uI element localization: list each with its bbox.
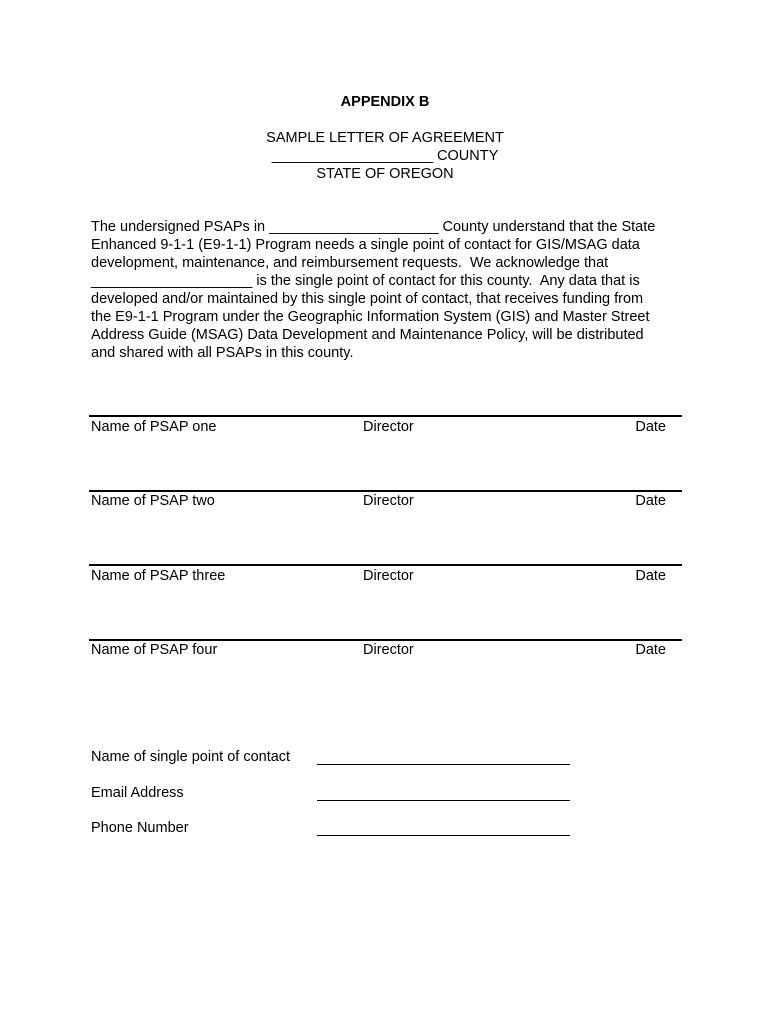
county-blank-line: ____________________ COUNTY bbox=[271, 148, 499, 164]
letter-title: SAMPLE LETTER OF AGREEMENT bbox=[266, 130, 504, 146]
psap-name-label: Name of PSAP four bbox=[91, 642, 218, 658]
date-label: Date bbox=[635, 642, 666, 658]
director-label: Director bbox=[363, 568, 414, 584]
date-label: Date bbox=[635, 568, 666, 584]
paragraph-line: and shared with all PSAPs in this county. bbox=[91, 345, 354, 361]
director-label: Director bbox=[363, 642, 414, 658]
appendix-heading: APPENDIX B bbox=[340, 94, 430, 110]
director-label: Director bbox=[363, 493, 414, 509]
paragraph-line: developed and/or maintained by this single point of contact, that receives funding from bbox=[91, 291, 644, 307]
email-address-label: Email Address bbox=[91, 785, 184, 801]
paragraph-line: ____________________ is the single point of contact for this county. Any data that is bbox=[91, 273, 640, 289]
state-line: STATE OF OREGON bbox=[316, 166, 454, 182]
psap-name-label: Name of PSAP three bbox=[91, 568, 226, 584]
email-address-field[interactable] bbox=[317, 800, 570, 801]
paragraph-line: the E9-1-1 Program under the Geographic Information System (GIS) and Master Street bbox=[91, 309, 650, 325]
signature-line[interactable] bbox=[89, 415, 682, 417]
date-label: Date bbox=[635, 493, 666, 509]
paragraph-line: development, maintenance, and reimbursement requests. We acknowledge that bbox=[91, 255, 609, 271]
psap-name-label: Name of PSAP one bbox=[91, 419, 217, 435]
point-of-contact-field[interactable] bbox=[317, 764, 570, 765]
director-label: Director bbox=[363, 419, 414, 435]
paragraph-line: Enhanced 9-1-1 (E9-1-1) Program needs a single point of contact for GIS/MSAG data bbox=[91, 237, 640, 253]
signature-line[interactable] bbox=[89, 564, 682, 566]
paragraph-line: The undersigned PSAPs in _____________________ County understand that the State bbox=[91, 219, 656, 235]
phone-number-label: Phone Number bbox=[91, 820, 189, 836]
paragraph-line: Address Guide (MSAG) Data Development and Maintenance Policy, will be distributed bbox=[91, 327, 644, 343]
phone-number-field[interactable] bbox=[317, 835, 570, 836]
date-label: Date bbox=[635, 419, 666, 435]
psap-name-label: Name of PSAP two bbox=[91, 493, 215, 509]
point-of-contact-label: Name of single point of contact bbox=[91, 749, 291, 765]
